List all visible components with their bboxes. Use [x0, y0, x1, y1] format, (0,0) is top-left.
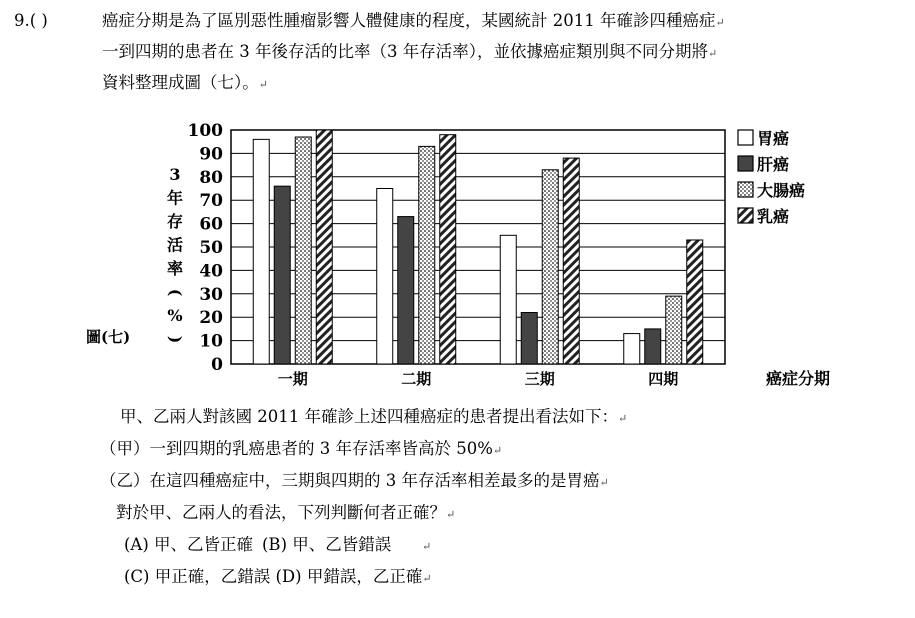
bar-大腸癌-四期: [666, 296, 682, 364]
option-a[interactable]: (A) 甲、乙皆正確: [124, 535, 254, 554]
x-axis-label: 癌症分期: [765, 369, 831, 388]
y-tick-label: 100: [187, 121, 223, 141]
bar-肝癌-一期: [274, 186, 290, 364]
bar-大腸癌-三期: [542, 170, 558, 364]
bar-乳癌-三期: [563, 158, 579, 364]
statement-intro: 甲、乙兩人對該國 2011 年確診上述四種癌症的患者提出看法如下：↵: [120, 407, 628, 426]
y-axis-label-char: 年: [166, 188, 184, 208]
y-axis-label-char: 率: [166, 259, 184, 278]
legend-label: 大腸癌: [757, 181, 806, 200]
bar-大腸癌-二期: [419, 146, 435, 364]
y-tick-label: 60: [199, 214, 223, 235]
statement-prompt: 對於甲、乙兩人的看法，下列判斷何者正確？↵: [116, 503, 456, 522]
legend-label: 肝癌: [757, 155, 790, 174]
x-tick-label: 四期: [648, 370, 679, 388]
question-line-2: 一到四期的患者在 3 年後存活的比率（3 年存活率），並依據癌症類別與不同分期將↵: [102, 42, 718, 61]
x-tick-label: 三期: [524, 370, 555, 388]
answer-options: [100, 530, 627, 594]
option-c[interactable]: (C) 甲正確，乙錯誤: [124, 567, 271, 586]
legend-label: 胃癌: [757, 129, 790, 148]
x-tick-label: 一期: [277, 370, 308, 388]
statements-block: [100, 402, 627, 594]
question-line-3: 資料整理成圖（七）。↵: [102, 73, 268, 92]
bar-胃癌-一期: [253, 139, 269, 364]
bar-肝癌-三期: [521, 313, 537, 364]
y-axis-label-char: (: [166, 288, 185, 297]
y-tick-label: 40: [199, 261, 223, 282]
question-number: 9.( ): [14, 11, 48, 30]
bar-肝癌-二期: [398, 217, 414, 364]
legend-label: 乳癌: [757, 207, 790, 226]
options-row-2: (C) 甲正確，乙錯誤 (D) 甲錯誤，乙正確↵: [100, 562, 627, 594]
figure-label: 圖(七): [86, 328, 131, 346]
y-axis-label-char: %: [167, 306, 183, 325]
x-tick-label: 二期: [401, 370, 432, 388]
survival-rate-chart: [80, 118, 840, 400]
bar-肝癌-四期: [645, 329, 661, 364]
bar-乳癌-二期: [440, 135, 456, 364]
question-line-1: 9.( ) 癌症分期是為了區別惡性腫瘤影響人體健康的程度，某國統計 2011 年確診四種癌症↵: [14, 6, 904, 37]
y-tick-label: 80: [199, 167, 223, 188]
y-axis-label-char: 3: [169, 165, 181, 184]
y-tick-label: 0: [211, 355, 223, 375]
question-text: [14, 6, 904, 99]
y-axis-label-char: 活: [166, 235, 184, 255]
bar-胃癌-二期: [377, 189, 393, 365]
options-row-1: (A) 甲、乙皆正確 (B) 甲、乙皆錯誤 ↵: [100, 530, 627, 562]
bar-乳癌-一期: [316, 130, 332, 364]
statement-yi: （乙）在這四種癌症中，三期與四期的 3 年存活率相差最多的是胃癌↵: [100, 471, 609, 490]
option-b[interactable]: (B) 甲、乙皆錯誤: [262, 535, 392, 554]
bar-大腸癌-一期: [295, 137, 311, 364]
legend-swatch-乳癌: [738, 208, 753, 223]
y-tick-label: 20: [199, 308, 223, 329]
legend-swatch-胃癌: [738, 130, 753, 145]
y-axis-label-char: ): [166, 335, 185, 344]
y-tick-label: 90: [199, 144, 223, 165]
legend-swatch-大腸癌: [738, 182, 753, 197]
y-tick-label: 10: [199, 331, 223, 352]
y-tick-label: 30: [199, 284, 223, 305]
bar-胃癌-三期: [500, 235, 516, 364]
y-tick-label: 70: [199, 191, 223, 212]
bar-胃癌-四期: [624, 334, 640, 364]
legend-swatch-肝癌: [738, 156, 753, 171]
y-axis-label-char: 存: [166, 212, 184, 231]
y-tick-label: 50: [199, 238, 223, 258]
statement-jia: （甲）一到四期的乳癌患者的 3 年存活率皆高於 50%↵: [100, 439, 503, 458]
option-d[interactable]: (D) 甲錯誤，乙正確: [275, 567, 423, 586]
bar-乳癌-四期: [687, 240, 703, 364]
